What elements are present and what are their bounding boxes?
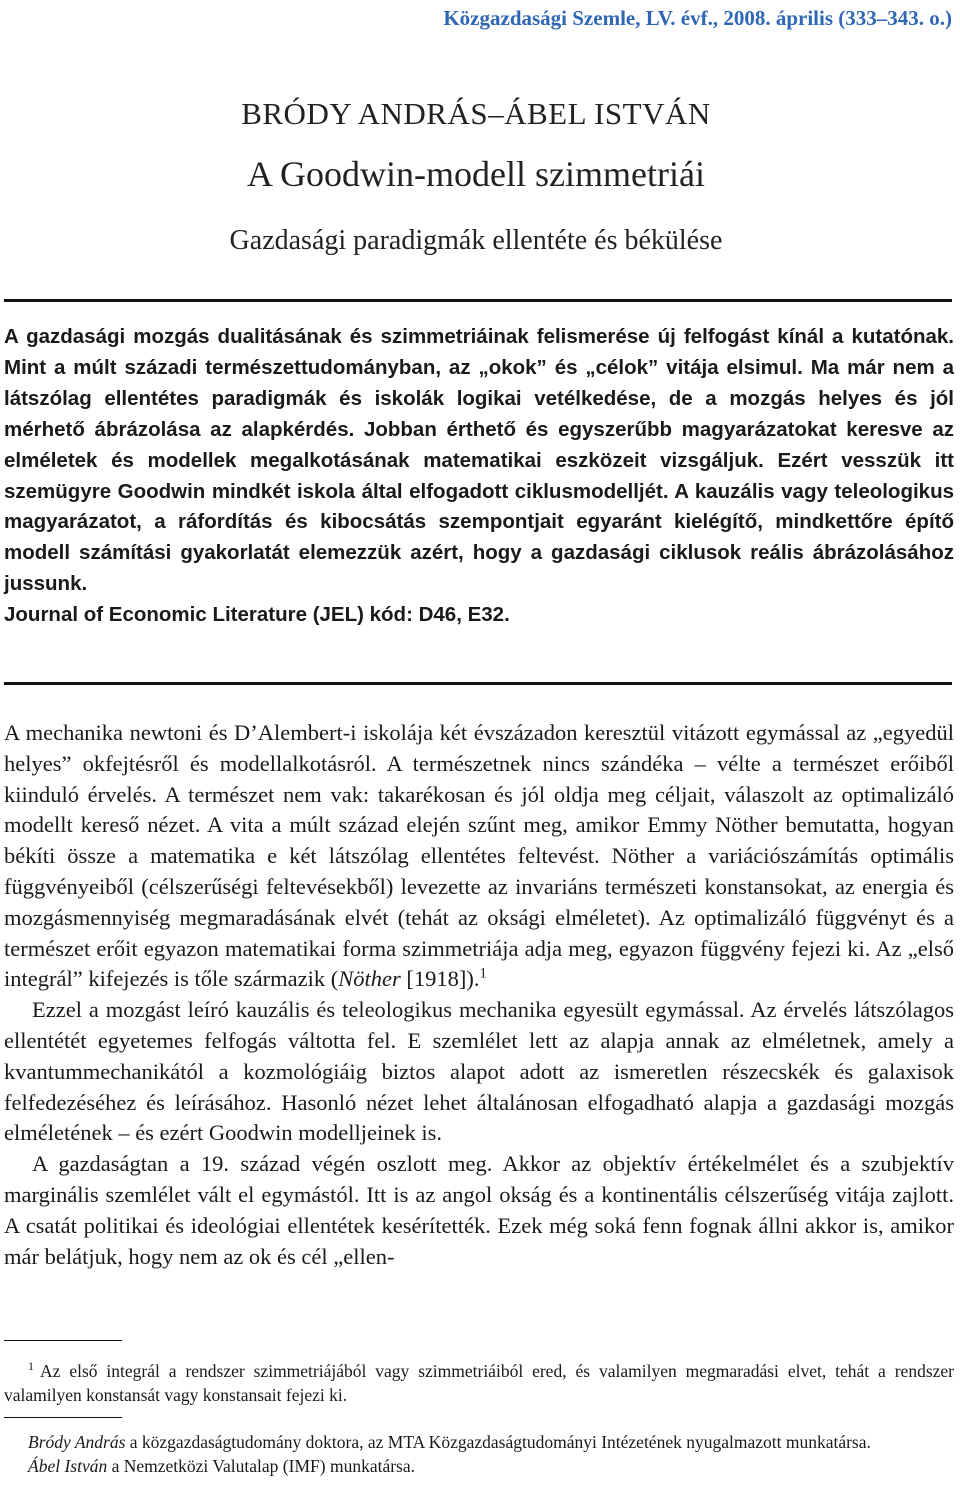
footnote-rule-authors (4, 1417, 122, 1418)
body-paragraph-3: A gazdaságtan a 19. század végén oszlott meg. Akkor az objektív értékelmélet és a szubjektív marginális szemlélet vált el egymástól. Itt is az angol okság és a kontinentális célszerűség vitája zajlott. A csatát politikai és ideológiai ellentétek kesérítették. Ezek még soká fenn fognak állni akkor is, amikor már belátjuk, hogy nem az ok és cél „ellen- (4, 1151, 954, 1269)
citation-year: [1918]). (400, 966, 480, 992)
abstract-bottom-rule (4, 682, 952, 685)
author-note-2 (4, 1454, 954, 1478)
author-1-affiliation: a közgazdaságtudomány doktora, az MTA Közgazdaságtudományi Intézetének nyugalmazott munkatársa. (125, 1432, 871, 1452)
author-note-1 (4, 1430, 954, 1454)
journal-header: Közgazdasági Szemle, LV. évf., 2008. április (333–343. o.) (443, 6, 952, 30)
abstract (4, 322, 954, 631)
footnote-1-text: Az első integrál a rendszer szimmetriájából vagy szimmetriáiból ered, és valamilyen megmaradási elvet, tehát a rendszer valamilyen konstansát vagy konstansait fejezi ki. (4, 1361, 954, 1405)
abstract-top-rule (4, 299, 952, 302)
body-paragraph-1 (4, 718, 954, 995)
footnote-rule-top (4, 1340, 122, 1341)
article-body (4, 718, 954, 1272)
author-1-name: Bródy András (28, 1432, 126, 1452)
article-authors: BRÓDY ANDRÁS–ÁBEL ISTVÁN (241, 96, 711, 131)
citation-author: Nöther (338, 966, 401, 992)
abstract-text: A gazdasági mozgás dualitásának és szimmetriáinak felismerése új felfogást kínál a kutatónak. Mint a múlt századi természettudományban, az „okok” és „célok” vitája elsimul. Ma már nem a látszólag ellentétes paradigmák és iskolák logikai vetélkedése, de a mozgás helyes és jól mérhető ábrázolása az alapkérdés. Jobban érthető és egyszerűbb magyarázatokat keresve az elméletek és modellek megalkotásának matematikai eszközeit vizsgáljuk. Ezért vesszük itt szemügyre Goodwin mindkét iskola által elfogadott ciklusmodelljét. A kauzális vagy teleologikus magyarázatot, a ráfordítás és kibocsátás szempontjait egyaránt kielégítő, mindkettőre építő modell számítási gyakorlatát elemezzük azért, hogy a gazdasági ciklusok reális ábrázolásához jussunk. (4, 325, 954, 596)
body-paragraph-2: Ezzel a mozgást leíró kauzális és teleologikus mechanika egyesült egymással. Az érvelés látszólagos ellentétét egyetemes felfogás váltotta fel. E szemlélet lett az alapja annak az elméletnek, amely a kvantummechanikától a kozmológiáig biztos alapot adott az ismeretlen részecskék és galaxisok felfedezéséhez és leírásához. Hasonló nézet lehet általánosan elfogadható alapja a gazdasági mozgás elméletének – és ezért Goodwin modelljeinek is. (4, 997, 954, 1146)
footnote-1 (4, 1359, 954, 1407)
article-subtitle: Gazdasági paradigmák ellentéte és békülése (229, 225, 723, 256)
footnote-reference-1[interactable]: 1 (479, 965, 487, 982)
author-2-affiliation: a Nemzetközi Valutalap (IMF) munkatársa. (107, 1456, 415, 1476)
article-title: A Goodwin-modell szimmetriái (247, 154, 705, 194)
footnote-1-mark: 1 (28, 1359, 34, 1374)
author-2-name: Ábel István (28, 1456, 108, 1476)
jel-codes: Journal of Economic Literature (JEL) kód: D46, E32. (4, 603, 510, 627)
author-notes (4, 1430, 954, 1478)
body-paragraph-1-text: A mechanika newtoni és D’Alembert-i iskolája két évszázadon keresztül vitázott egymással az „egyedül helyes” okfejtésről és modellalkotásról. A természetnek nincs szándéka – vélte a természet erőiből kiinduló érvelés. A természet nem vak: takarékosan és jól oldja meg céljait, válaszolt az optimalizáló modellt kereső nézet. A vita a múlt század elején szűnt meg, amikor Emmy Nöther bemutatta, hogyan békíti össze a matematika e két látszólag ellentétes feltevést. Nöther a variációszámítás optimális függvényeiből (célszerűségi feltevésekből) levezette az invariáns természeti konstansokat, az energia és mozgásmennyiség megmaradásának elvét (tehát az oksági elméletet). Az optimalizáló függvényt és a természet erőit egyazon matematikai forma szimmetriája adja meg, egyazon függvény fejezi ki. Az „első integrál” kifejezés is tőle származik ( (4, 720, 954, 992)
